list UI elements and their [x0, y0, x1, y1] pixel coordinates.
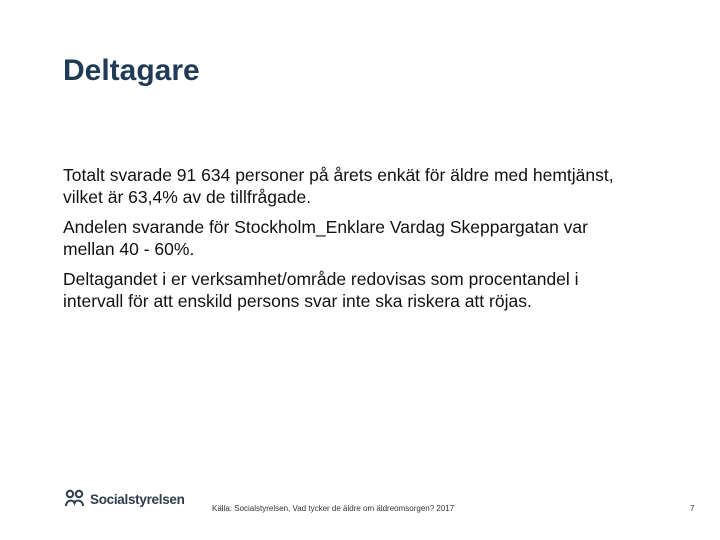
paragraph-total-responses: Totalt svarade 91 634 personer på årets enkät för äldre med hemtjänst, vilket är 63,4% av de tillfrågade.	[63, 165, 614, 207]
socialstyrelsen-emblem-icon	[64, 489, 88, 509]
slide-body	[63, 164, 623, 320]
page-number: 7	[690, 504, 695, 513]
socialstyrelsen-logo	[64, 489, 185, 509]
page-title: Deltagare	[63, 54, 200, 87]
paragraph-response-rate: Andelen svarande för Stockholm_Enklare Vardag Skeppargatan var mellan 40 - 60%.	[63, 217, 588, 259]
paragraph-participation-note: Deltagandet i er verksamhet/område redovisas som procentandel i intervall för att enskild persons svar inte ska riskera att röjas.	[63, 269, 579, 311]
logo-text: Socialstyrelsen	[90, 491, 185, 507]
source-citation: Källa: Socialstyrelsen, Vad tycker de äldre om äldreomsorgen? 2017	[212, 504, 455, 513]
